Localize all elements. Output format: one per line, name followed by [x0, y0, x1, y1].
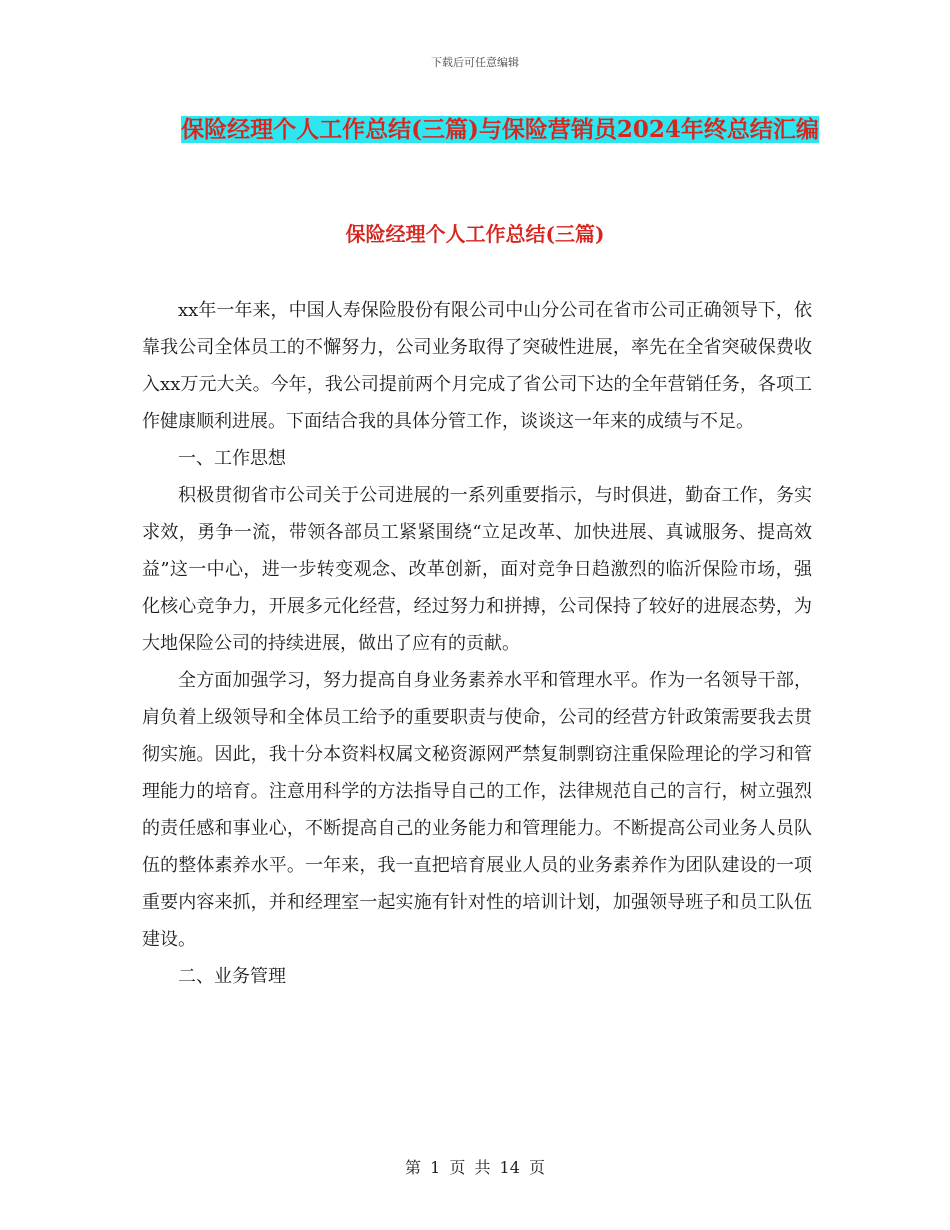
paragraph: 全方面加强学习，努力提高自身业务素养水平和管理水平。作为一名领导干部，肩负着上级领导和全体员工给予的重要职责与使命，公司的经营方针政策需要我去贯彻实施。因此，我十分本资料权属文秘资源网严禁复制剽窃注重保险理论的学习和管理能力的培育。注意用科学的方法指导自己的工作，法律规范自己的言行，树立强烈的责任感和事业心，不断提高自己的业务能力和管理能力。不断提高公司业务人员队伍的整体素养水平。一年来，我一直把培育展业人员的业务素养作为团队建设的一项重要内容来抓，并和经理室一起实施有针对性的培训计划，加强领导班子和员工队伍建设。 — [142, 670, 812, 950]
document-title — [150, 108, 850, 152]
header-note: 下载后可任意编辑 — [431, 56, 519, 69]
section-heading: 二、业务管理 — [178, 966, 286, 987]
paragraph: 积极贯彻省市公司关于公司进展的一系列重要指示，与时俱进，勤奋工作，务实求效，勇争一流，带领各部员工紧紧围绕“立足改革、加快进展、真诚服务、提高效益”这一中心，进一步转变观念、改革创新，面对竞争日趋激烈的临沂保险市场，强化核心竞争力，开展多元化经营，经过努力和拼搏，公司保持了较好的进展态势，为大地保险公司的持续进展，做出了应有的贡献。 — [142, 485, 812, 654]
document-title-text: 保险经理个人工作总结(三篇)与保险营销员2024年终总结汇编 — [181, 116, 819, 143]
section-heading: 一、工作思想 — [178, 448, 286, 469]
paragraph: xx年一年来，中国人寿保险股份有限公司中山分公司在省市公司正确领导下，依靠我公司全体员工的不懈努力，公司业务取得了突破性进展，率先在全省突破保费收入xx万元大关。今年，我公司提前两个月完成了省公司下达的全年营销任务，各项工作健康顺利进展。下面结合我的具体分管工作，谈谈这一年来的成绩与不足。 — [142, 300, 812, 432]
section-title: 保险经理个人工作总结(三篇) — [345, 222, 605, 246]
page-footer: 第 1 页 共 14 页 — [405, 1158, 545, 1177]
body-text — [142, 292, 812, 995]
